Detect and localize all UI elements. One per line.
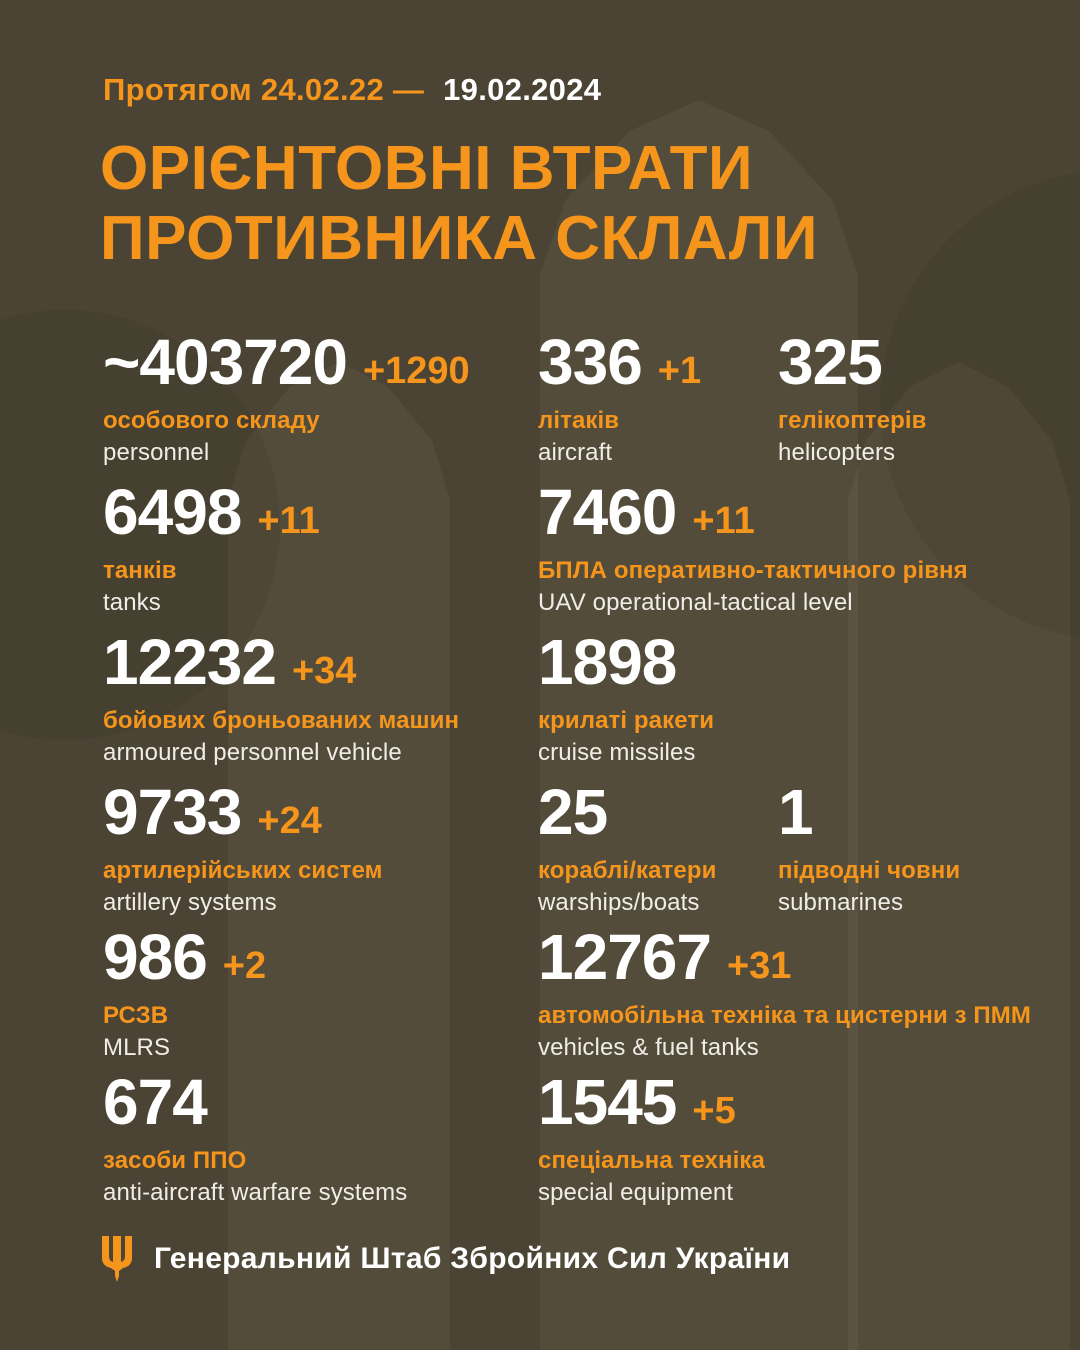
stat-apv	[103, 626, 460, 767]
stat-value: 7460	[538, 476, 677, 548]
stat-delta: +11	[257, 500, 320, 542]
stat-label-ua: бойових броньованих машин	[103, 707, 460, 734]
stat-label-ua: БПЛА оперативно-тактичного рівня	[538, 557, 968, 584]
stat-cruise-missiles	[538, 626, 715, 767]
stat-label-en: submarines	[778, 889, 904, 916]
stat-value: 6498	[103, 476, 242, 548]
stat-value: 9733	[103, 776, 242, 848]
stat-uav	[538, 476, 968, 617]
stat-delta: +5	[692, 1090, 736, 1132]
stat-label-ua: особового складу	[103, 407, 320, 434]
stat-label-en: cruise missiles	[538, 739, 696, 766]
stat-label-ua: крилаті ракети	[538, 707, 715, 734]
stat-personnel	[103, 326, 470, 467]
stat-label-ua: кораблі/катери	[538, 857, 717, 884]
stat-label-en: warships/boats	[538, 889, 700, 916]
stat-delta: +1290	[362, 350, 470, 392]
stat-label-en: special equipment	[538, 1179, 734, 1206]
stat-value: 1545	[538, 1066, 677, 1138]
stat-warships	[538, 776, 717, 917]
stat-value: 1898	[538, 626, 677, 698]
period-line	[103, 72, 601, 108]
stat-special-equipment	[538, 1066, 765, 1207]
stat-label-en: artillery systems	[103, 889, 277, 916]
stat-vehicles	[538, 921, 1031, 1062]
stat-label-en: aircraft	[538, 439, 613, 466]
stat-delta: +1	[657, 350, 702, 392]
stat-helicopters	[778, 326, 927, 467]
stat-artillery	[103, 776, 383, 917]
stat-label-en: armoured personnel vehicle	[103, 739, 402, 766]
title-line-2: ПРОТИВНИКА СКЛАЛИ	[100, 204, 818, 273]
stat-submarines	[778, 776, 961, 917]
footer-source: Генеральний Штаб Збройних Сил України	[154, 1242, 791, 1275]
stat-value: ~403720	[103, 326, 347, 398]
stat-label-ua: літаків	[538, 407, 620, 434]
stat-label-ua: гелікоптерів	[778, 407, 927, 434]
stat-delta: +31	[726, 945, 792, 987]
stat-value: 12767	[538, 921, 711, 993]
stat-value: 336	[538, 326, 642, 398]
stat-label-en: personnel	[103, 439, 210, 466]
stat-label-en: helicopters	[778, 439, 896, 466]
stat-value: 986	[103, 921, 207, 993]
period-prefix: Протягом 24.02.22 —	[103, 72, 425, 107]
stat-delta: +24	[257, 800, 322, 842]
period-date: 19.02.2024	[443, 72, 602, 107]
stat-delta: +11	[692, 500, 755, 542]
footer	[100, 1236, 790, 1282]
stat-delta: +2	[222, 945, 267, 987]
stat-label-ua: автомобільна техніка та цистерни з ПММ	[538, 1002, 1031, 1029]
stat-aircraft	[538, 326, 702, 467]
stat-tanks	[103, 476, 320, 617]
stat-label-en: MLRS	[103, 1034, 171, 1061]
tryzub-trident-icon	[100, 1236, 134, 1282]
stat-label-ua: засоби ППО	[103, 1147, 247, 1174]
stat-label-ua: артилерійських систем	[103, 857, 383, 884]
stat-label-en: tanks	[103, 589, 161, 616]
stat-label-ua: РСЗВ	[103, 1002, 169, 1029]
stat-value: 1	[778, 776, 813, 848]
stat-value: 25	[538, 776, 608, 848]
stat-value: 325	[778, 326, 882, 398]
stat-label-en: UAV operational-tactical level	[538, 589, 853, 616]
stat-label-en: vehicles & fuel tanks	[538, 1034, 759, 1061]
stat-label-ua: підводні човни	[778, 857, 961, 884]
title-line-1: ОРІЄНТОВНІ ВТРАТИ	[100, 134, 754, 203]
page-title	[100, 134, 818, 274]
stat-label-en: anti-aircraft warfare systems	[103, 1179, 408, 1206]
stat-value: 12232	[103, 626, 276, 698]
stat-mlrs	[103, 921, 267, 1062]
stat-aa-systems	[103, 1066, 408, 1207]
stat-value: 674	[103, 1066, 207, 1138]
stat-label-ua: спеціальна техніка	[538, 1147, 765, 1174]
stat-delta: +34	[291, 650, 357, 692]
stat-label-ua: танків	[103, 557, 177, 584]
